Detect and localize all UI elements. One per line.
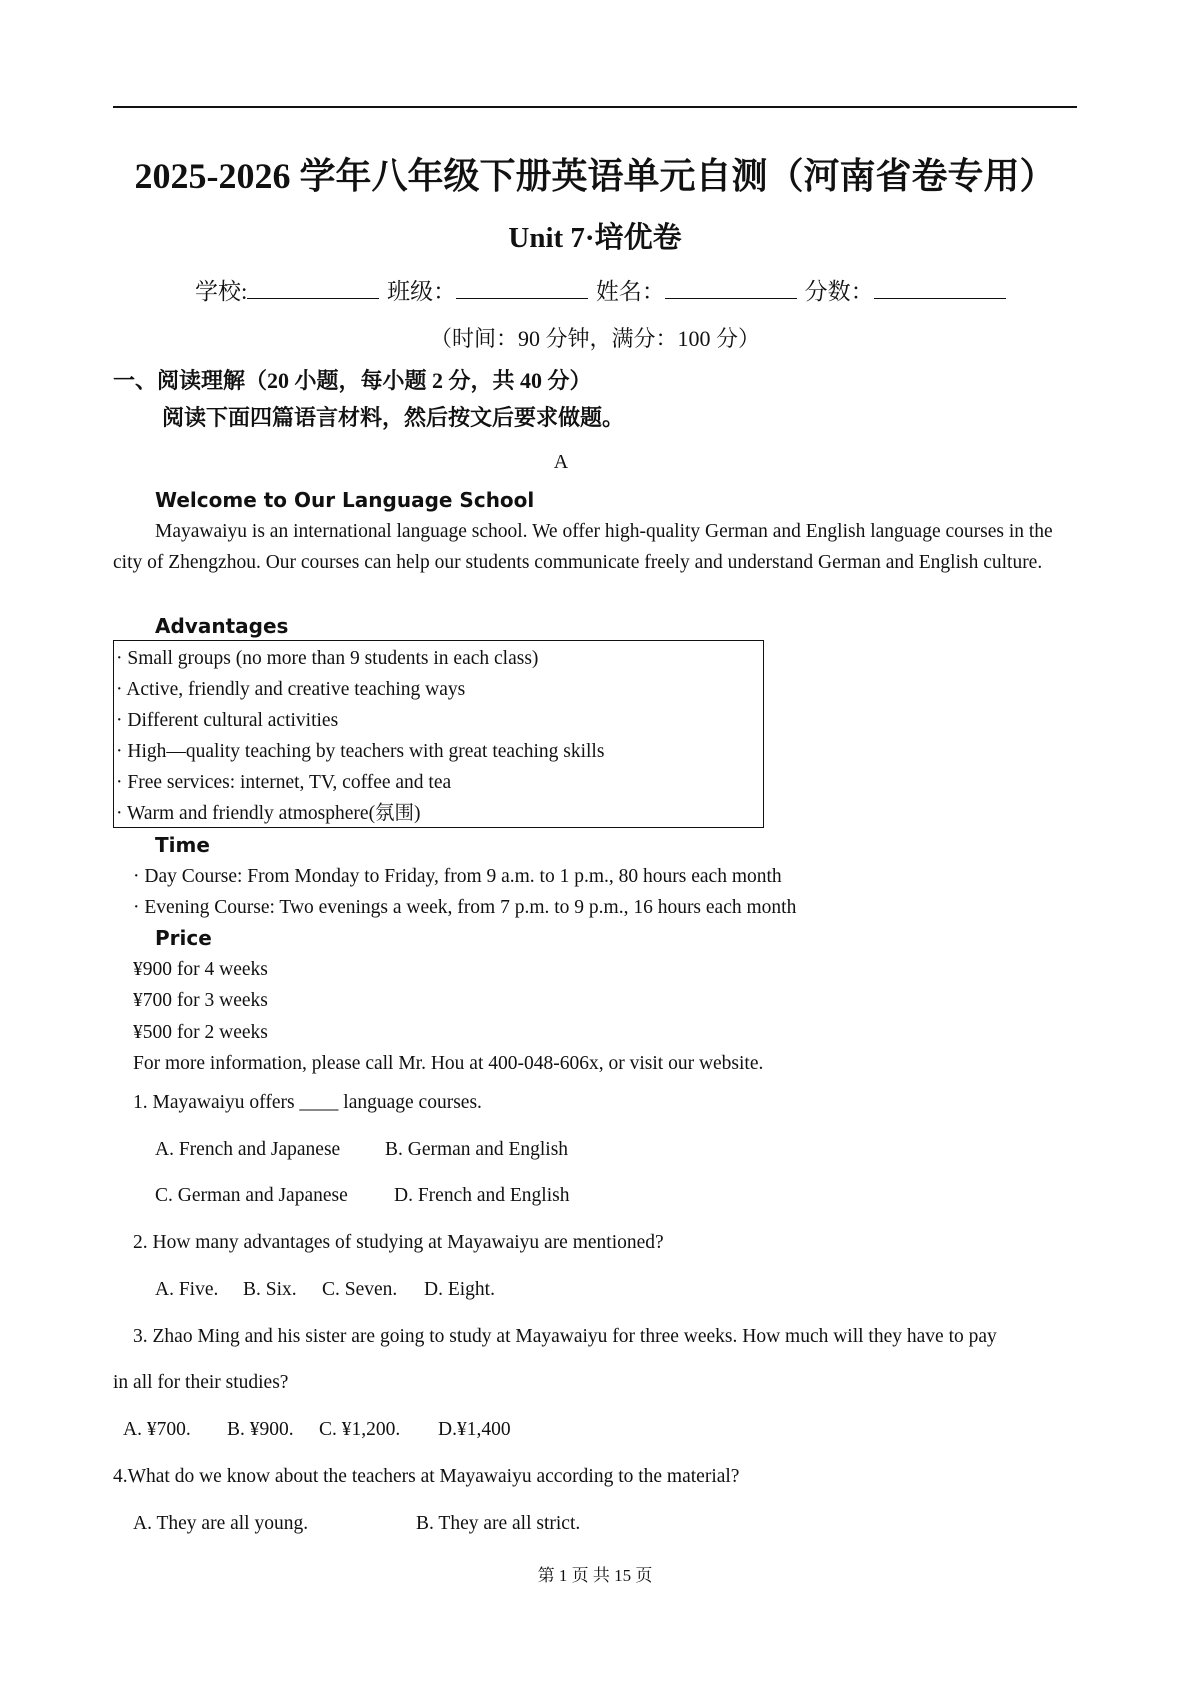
page-number: 第 1 页 共 15 页: [537, 1566, 653, 1585]
advantage-item: · Warm and friendly atmosphere(氛围): [116, 803, 421, 824]
advantages-heading: Advantages: [155, 614, 289, 638]
score-blank: [874, 276, 1006, 299]
price-item: ¥500 for 2 weeks: [133, 1022, 268, 1043]
section-heading: 一、阅读理解（20 小题，每小题 2 分，共 40 分）: [113, 368, 592, 393]
question-1-option-c: C. German and Japanese: [155, 1185, 348, 1206]
advantage-item: · Free services: internet, TV, coffee and tea: [116, 772, 452, 793]
class-label: 班级：: [387, 279, 457, 304]
question-2-option-d: D. Eight.: [424, 1279, 495, 1300]
question-3-option-b: B. ¥900.: [227, 1419, 294, 1440]
price-item: ¥700 for 3 weeks: [133, 990, 268, 1011]
question-1-option-a: A. French and Japanese: [155, 1139, 341, 1160]
price-heading: Price: [155, 926, 212, 950]
time-item-evening: · Evening Course: Two evenings a week, from 7 p.m. to 9 p.m., 16 hours each month: [133, 897, 797, 918]
question-4-stem: 4.What do we know about the teachers at Mayawaiyu according to the material?: [113, 1466, 740, 1487]
question-2-option-b: B. Six.: [243, 1279, 297, 1300]
question-3-option-a: A. ¥700.: [123, 1419, 191, 1440]
price-item: ¥900 for 4 weeks: [133, 959, 268, 980]
question-2-option-a: A. Five.: [155, 1279, 219, 1300]
student-info-row: [195, 276, 1008, 307]
exam-subtitle: Unit 7·培优卷: [508, 222, 682, 254]
class-blank: [456, 276, 588, 299]
question-3-stem-cont: in all for their studies?: [113, 1372, 289, 1393]
question-3-option-c: C. ¥1,200.: [319, 1419, 401, 1440]
advantage-item: · Different cultural activities: [116, 710, 339, 731]
question-4-option-a: A. They are all young.: [133, 1513, 309, 1534]
part-label: A: [553, 451, 569, 473]
advantages-box: [113, 640, 764, 828]
question-1-option-b: B. German and English: [385, 1139, 569, 1160]
contact-line: For more information, please call Mr. Hou at 400-048-606x, or visit our website.: [133, 1053, 764, 1074]
top-rule: [113, 106, 1077, 108]
time-note: （时间：90 分钟，满分：100 分）: [429, 326, 760, 351]
advantage-item: · Active, friendly and creative teaching ways: [116, 679, 466, 700]
question-1-stem: 1. Mayawaiyu offers ____ language courses.: [133, 1092, 482, 1113]
question-3-option-d: D.¥1,400: [438, 1419, 511, 1440]
score-label: 分数：: [804, 279, 874, 304]
school-label: 学校:: [195, 279, 248, 304]
advantage-item: · High—quality teaching by teachers with great teaching skills: [116, 741, 605, 762]
question-3-stem: 3. Zhao Ming and his sister are going to study at Mayawaiyu for three weeks. How much will they have to pay: [133, 1326, 997, 1347]
passage-heading: Welcome to Our Language School: [155, 488, 535, 512]
name-blank: [665, 276, 797, 299]
question-2-stem: 2. How many advantages of studying at Mayawaiyu are mentioned?: [133, 1232, 664, 1253]
school-blank: [247, 276, 379, 299]
name-label: 姓名：: [595, 279, 665, 304]
passage-intro: Mayawaiyu is an international language school. We offer high-quality German and English language courses in the city of Zhengzhou. Our courses can help our students communicate freely and understand German and English culture.: [113, 521, 1053, 573]
question-2-option-c: C. Seven.: [322, 1279, 398, 1300]
advantage-item: · Small groups (no more than 9 students in each class): [116, 648, 539, 669]
question-1-option-d: D. French and English: [394, 1185, 570, 1206]
time-item-day: · Day Course: From Monday to Friday, from 9 a.m. to 1 p.m., 80 hours each month: [133, 866, 782, 887]
section-instruction: 阅读下面四篇语言材料，然后按文后要求做题。: [162, 405, 625, 430]
exam-title: 2025-2026 学年八年级下册英语单元自测（河南省卷专用）: [134, 156, 1056, 196]
time-heading: Time: [155, 833, 210, 857]
question-4-option-b: B. They are all strict.: [416, 1513, 581, 1534]
